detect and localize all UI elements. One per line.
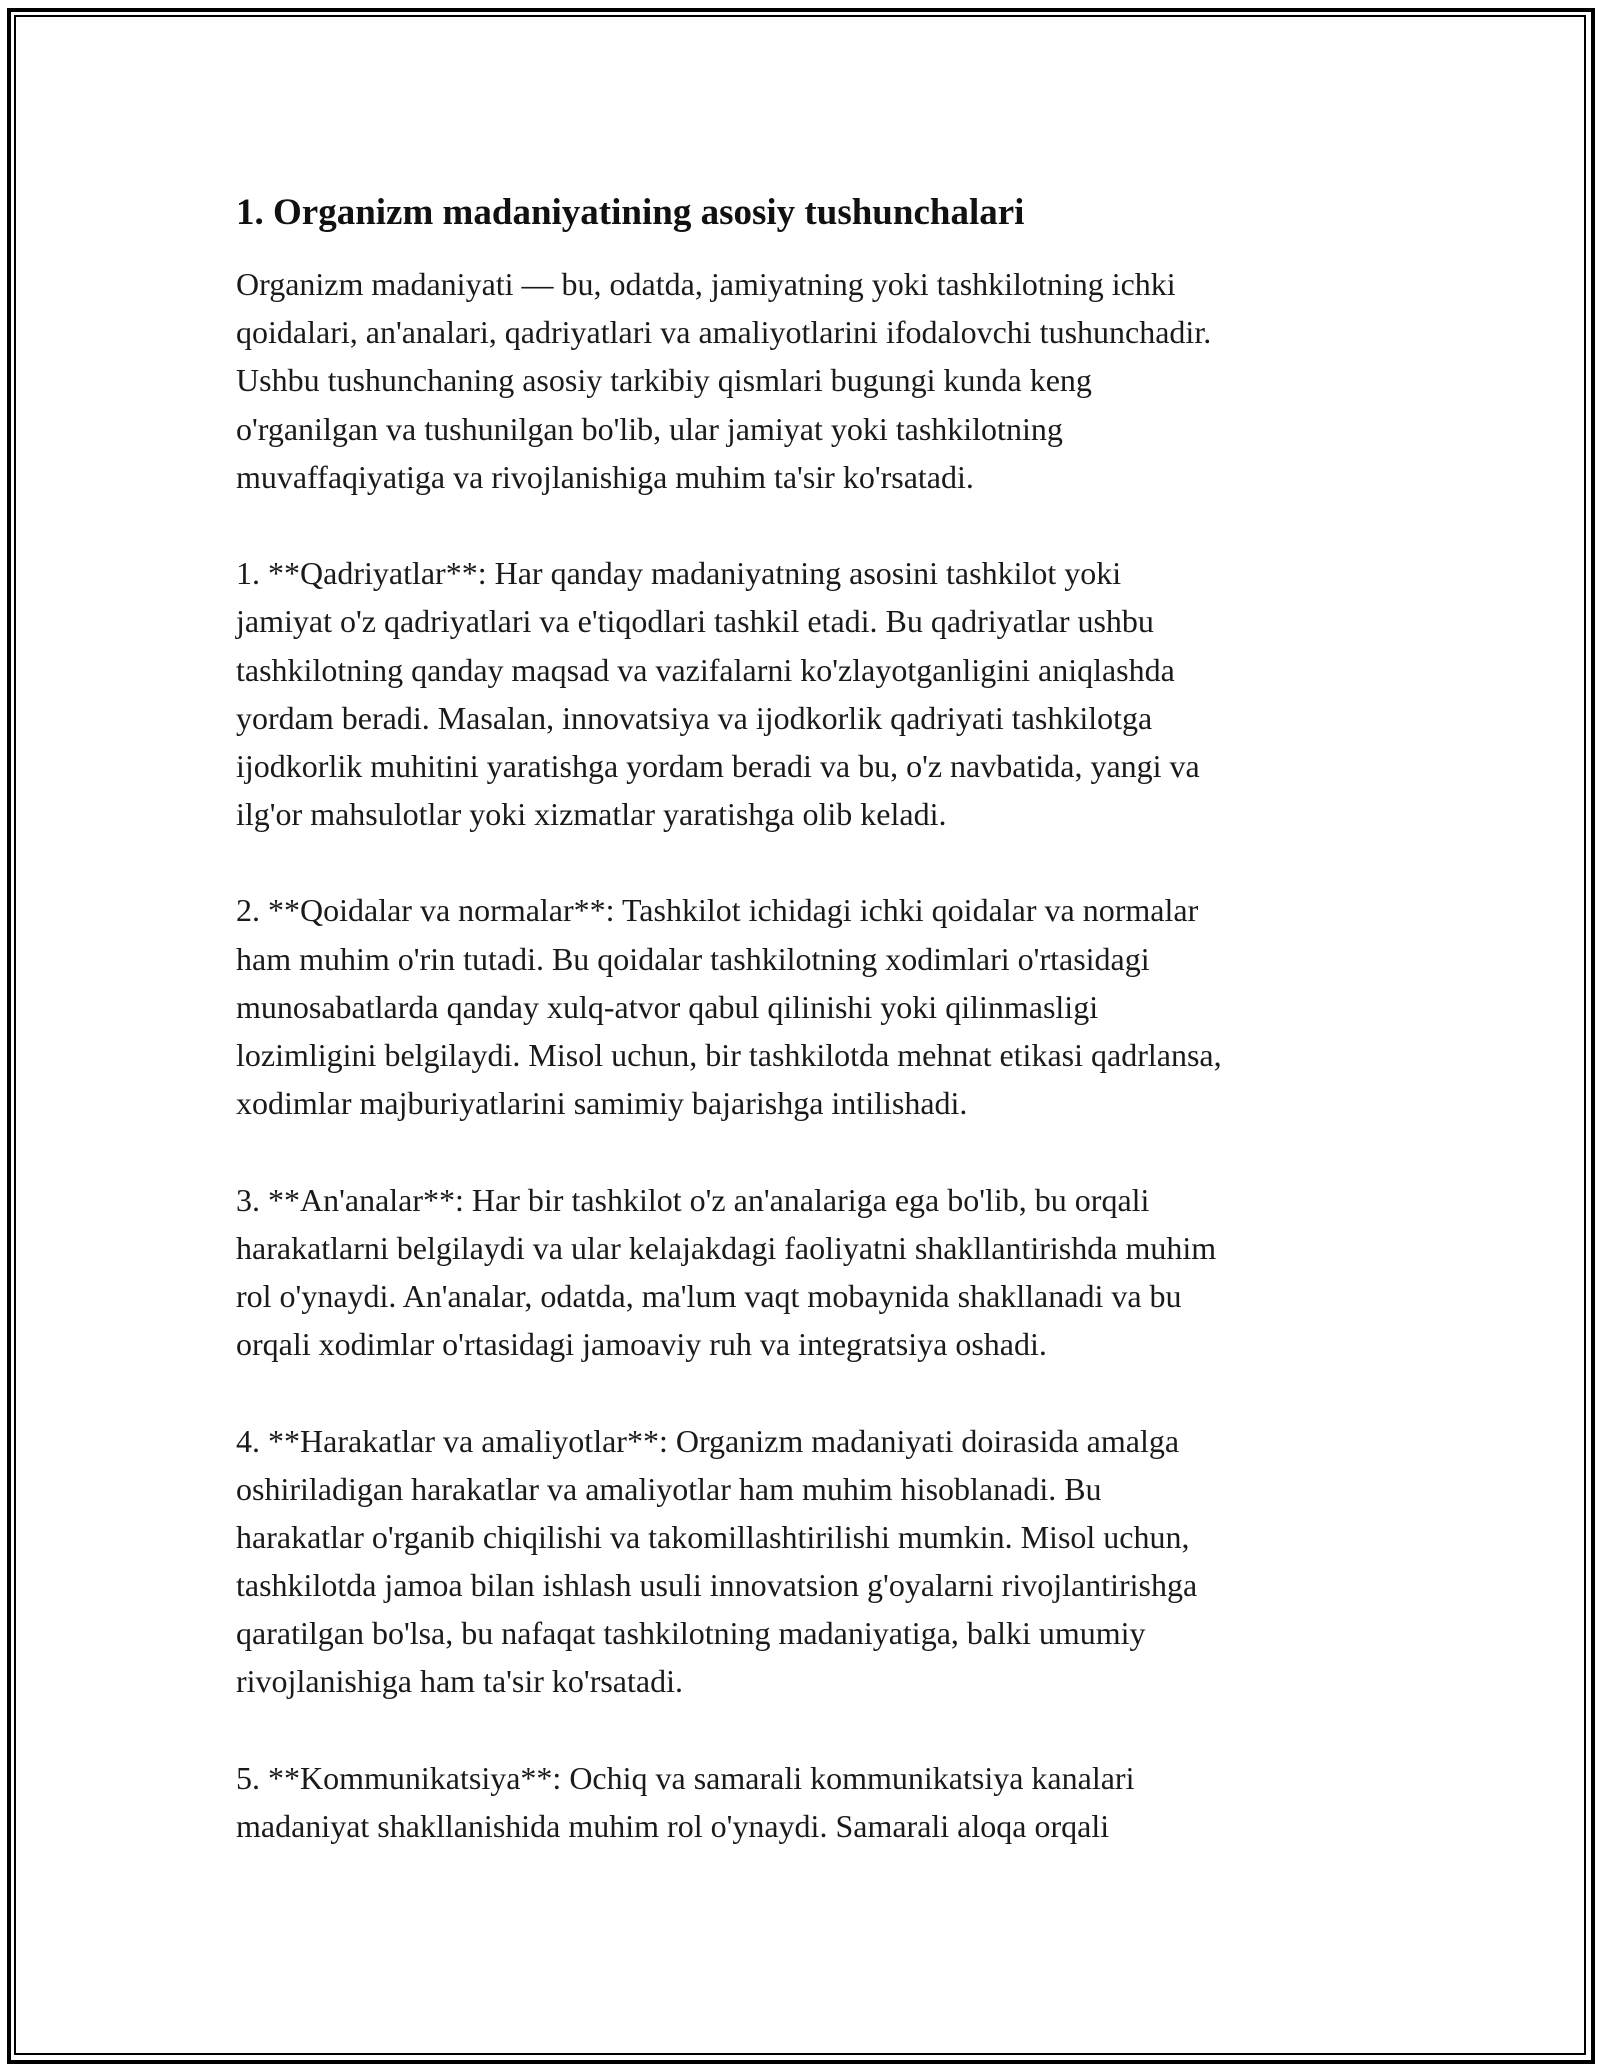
text-line: oshiriladigan harakatlar va amaliyotlar ham muhim hisoblanadi. Bu	[236, 1470, 1102, 1507]
text-line: o'rganilgan va tushunilgan bo'lib, ular jamiyat yoki tashkilotning	[236, 410, 1063, 447]
text-line: 3. **An'analar**: Har bir tashkilot o'z an'analariga ega bo'lib, bu orqali	[236, 1181, 1150, 1218]
text-line: madaniyat shakllanishida muhim rol o'ynaydi. Samarali aloqa orqali	[236, 1808, 1110, 1844]
text-line: qaratilgan bo'lsa, bu nafaqat tashkilotning madaniyatiga, balki umumiy	[236, 1615, 1146, 1652]
paragraph-intro	[236, 260, 1376, 501]
text-line: 1. **Qadriyatlar**: Har qanday madaniyatning asosini tashkilot yoki	[236, 555, 1122, 592]
text-line: Organizm madaniyati — bu, odatda, jamiyatning yoki tashkilotning ichki	[236, 266, 1176, 302]
text-line: muvaffaqiyatiga va rivojlanishiga muhim ta'sir ko'rsatadi.	[236, 458, 974, 495]
text-line: harakatlar o'rganib chiqilishi va takomillashtirilishi mumkin. Misol uchun,	[236, 1518, 1190, 1555]
paragraph-gap	[236, 838, 1376, 886]
paragraph-qoidalar	[236, 886, 1376, 1127]
paragraph-gap	[236, 1706, 1376, 1754]
text-line: rivojlanishiga ham ta'sir ko'rsatadi.	[236, 1663, 683, 1700]
text-line: ilg'or mahsulotlar yoki xizmatlar yaratishga olib keladi.	[236, 796, 947, 833]
text-line: orqali xodimlar o'rtasidagi jamoaviy ruh va integratsiya oshadi.	[236, 1326, 1047, 1363]
paragraph-qadriyatlar	[236, 549, 1376, 838]
text-line: Ushbu tushunchaning asosiy tarkibiy qismlari bugungi kunda keng	[236, 362, 1092, 399]
text-line: lozimligini belgilaydi. Misol uchun, bir tashkilotda mehnat etikasi qadrlansa,	[236, 1037, 1222, 1073]
paragraph-gap	[236, 501, 1376, 549]
document-body	[236, 188, 1376, 1850]
text-line: jamiyat o'z qadriyatlari va e'tiqodlari tashkil etadi. Bu qadriyatlar ushbu	[236, 603, 1154, 640]
text-line: yordam beradi. Masalan, innovatsiya va ijodkorlik qadriyati tashkilotga	[236, 699, 1153, 736]
text-line: tashkilotda jamoa bilan ishlash usuli innovatsion g'oyalarni rivojlantirishga	[236, 1567, 1198, 1604]
text-line: munosabatlarda qanday xulq-atvor qabul qilinishi yoki qilinmasligi	[236, 988, 1099, 1025]
text-line: tashkilotning qanday maqsad va vazifalarni ko'zlayotganligini aniqlashda	[236, 651, 1175, 688]
text-line: rol o'ynaydi. An'analar, odatda, ma'lum vaqt mobaynida shakllanadi va bu	[236, 1277, 1182, 1314]
paragraph-gap	[236, 1368, 1376, 1416]
paragraph-gap	[236, 1127, 1376, 1175]
text-line: 2. **Qoidalar va normalar**: Tashkilot ichidagi ichki qoidalar va normalar	[236, 892, 1199, 929]
paragraph-kommunikatsiya	[236, 1754, 1376, 1850]
paragraph-ananalar	[236, 1176, 1376, 1369]
text-line: harakatlarni belgilaydi va ular kelajakdagi faoliyatni shakllantirishda muhim	[236, 1229, 1217, 1266]
text-line: qoidalari, an'analari, qadriyatlari va amaliyotlarini ifodalovchi tushunchadir.	[236, 314, 1212, 351]
text-line: ham muhim o'rin tutadi. Bu qoidalar tashkilotning xodimlari o'rtasidagi	[236, 940, 1150, 977]
text-line: 5. **Kommunikatsiya**: Ochiq va samarali kommunikatsiya kanalari	[236, 1759, 1135, 1796]
text-line: ijodkorlik muhitini yaratishga yordam beradi va bu, o'z navbatida, yangi va	[236, 747, 1200, 784]
text-line: xodimlar majburiyatlarini samimiy bajarishga intilishadi.	[236, 1085, 968, 1122]
section-heading: 1. Organizm madaniyatining asosiy tushunchalari	[236, 192, 1025, 233]
text-line: 4. **Harakatlar va amaliyotlar**: Organizm madaniyati doirasida amalga	[236, 1422, 1180, 1459]
paragraph-harakatlar	[236, 1417, 1376, 1706]
